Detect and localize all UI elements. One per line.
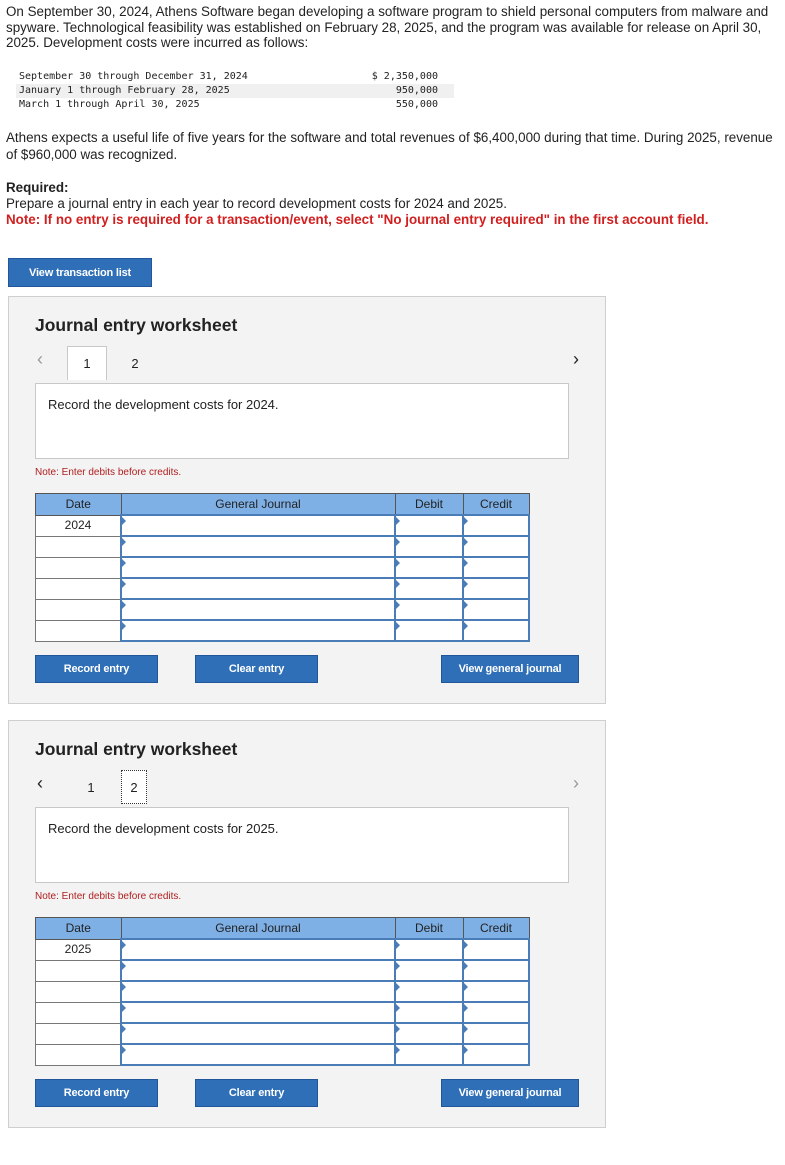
account-field[interactable] <box>121 1002 395 1023</box>
date-cell <box>36 599 122 620</box>
journal-worksheet-2025 <box>8 720 606 1128</box>
problem-intro: On September 30, 2024, Athens Software began developing a software program to shield personal computers from malware and spyware. Technological feasibility was established on February 28, 2025, and the program was available for release on April 30, 2025. Development costs were incurred as follows: <box>6 4 769 50</box>
debit-field[interactable] <box>395 557 463 578</box>
clear-entry-button[interactable]: Clear entry <box>195 1079 318 1107</box>
date-cell <box>36 1044 122 1065</box>
dev-cost-period: March 1 through April 30, 2025 <box>19 99 200 110</box>
credit-field[interactable] <box>463 1023 529 1044</box>
credit-field[interactable] <box>463 620 529 641</box>
date-cell <box>36 981 122 1002</box>
debit-field[interactable] <box>395 536 463 557</box>
prev-chevron-icon[interactable]: ‹ <box>37 773 43 793</box>
debit-field[interactable] <box>395 981 463 1002</box>
account-field[interactable] <box>121 1023 395 1044</box>
tab-1[interactable]: 1 <box>87 779 95 795</box>
development-costs-table <box>16 70 454 112</box>
journal-table <box>35 493 530 642</box>
dev-cost-amount: $ 2,350,000 <box>371 71 438 82</box>
table-row <box>36 578 530 599</box>
debit-field[interactable] <box>395 599 463 620</box>
view-general-journal-button[interactable]: View general journal <box>441 655 579 683</box>
credit-field[interactable] <box>463 515 529 536</box>
debit-field[interactable] <box>395 1023 463 1044</box>
view-transaction-list-button[interactable]: View transaction list <box>8 258 152 287</box>
next-chevron-icon[interactable]: › <box>573 349 579 369</box>
worksheet-title: Journal entry worksheet <box>35 315 238 335</box>
credit-field[interactable] <box>463 960 529 981</box>
account-field[interactable] <box>121 578 395 599</box>
journal-header-row <box>36 494 530 516</box>
date-cell <box>36 620 122 641</box>
account-field[interactable] <box>121 557 395 578</box>
clear-entry-button[interactable]: Clear entry <box>195 655 318 683</box>
general-journal-header: General Journal <box>121 918 395 940</box>
table-row <box>36 981 530 1002</box>
account-field[interactable] <box>121 515 395 536</box>
table-row <box>36 536 530 557</box>
record-entry-button[interactable]: Record entry <box>35 1079 158 1107</box>
table-row <box>36 960 530 981</box>
debit-field[interactable] <box>395 578 463 599</box>
account-field[interactable] <box>121 981 395 1002</box>
debit-header: Debit <box>395 494 463 516</box>
credit-field[interactable] <box>463 981 529 1002</box>
table-row <box>36 599 530 620</box>
table-row <box>36 1023 530 1044</box>
worksheet-prompt: Record the development costs for 2024. <box>35 383 569 459</box>
date-cell: 2024 <box>36 515 122 536</box>
worksheet-title: Journal entry worksheet <box>35 739 238 759</box>
credit-field[interactable] <box>463 557 529 578</box>
account-field[interactable] <box>121 536 395 557</box>
account-field[interactable] <box>121 939 395 960</box>
required-text: Prepare a journal entry in each year to record development costs for 2024 and 2025. <box>6 196 507 211</box>
credit-field[interactable] <box>463 939 529 960</box>
debit-field[interactable] <box>395 515 463 536</box>
problem-details: Athens expects a useful life of five years for the software and total revenues of $6,400,000 during that time. During 2025, revenue of $960,000 was recognized. <box>6 130 773 162</box>
tab-2[interactable]: 2 <box>121 770 147 804</box>
account-field[interactable] <box>121 599 395 620</box>
date-cell <box>36 960 122 981</box>
tab-2[interactable]: 2 <box>131 355 139 371</box>
table-row <box>36 557 530 578</box>
dev-cost-amount: 550,000 <box>395 99 438 110</box>
dev-cost-row <box>16 70 454 84</box>
debit-header: Debit <box>395 918 463 940</box>
debit-field[interactable] <box>395 1044 463 1065</box>
required-section <box>6 180 781 228</box>
next-chevron-icon[interactable]: › <box>573 773 579 793</box>
debit-field[interactable] <box>395 620 463 641</box>
dev-cost-row <box>16 98 454 112</box>
account-field[interactable] <box>121 620 395 641</box>
credit-field[interactable] <box>463 536 529 557</box>
table-row <box>36 939 530 960</box>
dev-cost-period: September 30 through December 31, 2024 <box>19 71 248 82</box>
journal-worksheet-2024 <box>8 296 606 704</box>
debit-field[interactable] <box>395 939 463 960</box>
debit-field[interactable] <box>395 960 463 981</box>
credit-field[interactable] <box>463 599 529 620</box>
worksheet-note: Note: Enter debits before credits. <box>35 891 182 902</box>
table-row <box>36 515 530 536</box>
dev-cost-amount: 950,000 <box>395 85 438 96</box>
credit-field[interactable] <box>463 1002 529 1023</box>
dev-cost-row <box>16 84 454 98</box>
date-cell <box>36 1023 122 1044</box>
date-cell: 2025 <box>36 939 122 960</box>
account-field[interactable] <box>121 1044 395 1065</box>
prev-chevron-icon[interactable]: ‹ <box>37 349 43 369</box>
date-header: Date <box>36 494 122 516</box>
debit-field[interactable] <box>395 1002 463 1023</box>
credit-header: Credit <box>463 918 529 940</box>
record-entry-button[interactable]: Record entry <box>35 655 158 683</box>
worksheet-prompt: Record the development costs for 2025. <box>35 807 569 883</box>
general-journal-header: General Journal <box>121 494 395 516</box>
credit-field[interactable] <box>463 1044 529 1065</box>
worksheet-note: Note: Enter debits before credits. <box>35 467 182 478</box>
date-cell <box>36 578 122 599</box>
credit-field[interactable] <box>463 578 529 599</box>
table-row <box>36 1002 530 1023</box>
date-cell <box>36 1002 122 1023</box>
tab-1[interactable]: 1 <box>67 346 107 380</box>
required-note: Note: If no entry is required for a transaction/event, select "No journal entry required" in the first account field. <box>6 212 709 227</box>
date-cell <box>36 557 122 578</box>
date-header: Date <box>36 918 122 940</box>
required-heading: Required: <box>6 180 69 195</box>
table-row <box>36 620 530 641</box>
date-cell <box>36 536 122 557</box>
journal-table <box>35 917 530 1066</box>
credit-header: Credit <box>463 494 529 516</box>
journal-header-row <box>36 918 530 940</box>
table-row <box>36 1044 530 1065</box>
account-field[interactable] <box>121 960 395 981</box>
dev-cost-period: January 1 through February 28, 2025 <box>19 85 230 96</box>
view-general-journal-button[interactable]: View general journal <box>441 1079 579 1107</box>
